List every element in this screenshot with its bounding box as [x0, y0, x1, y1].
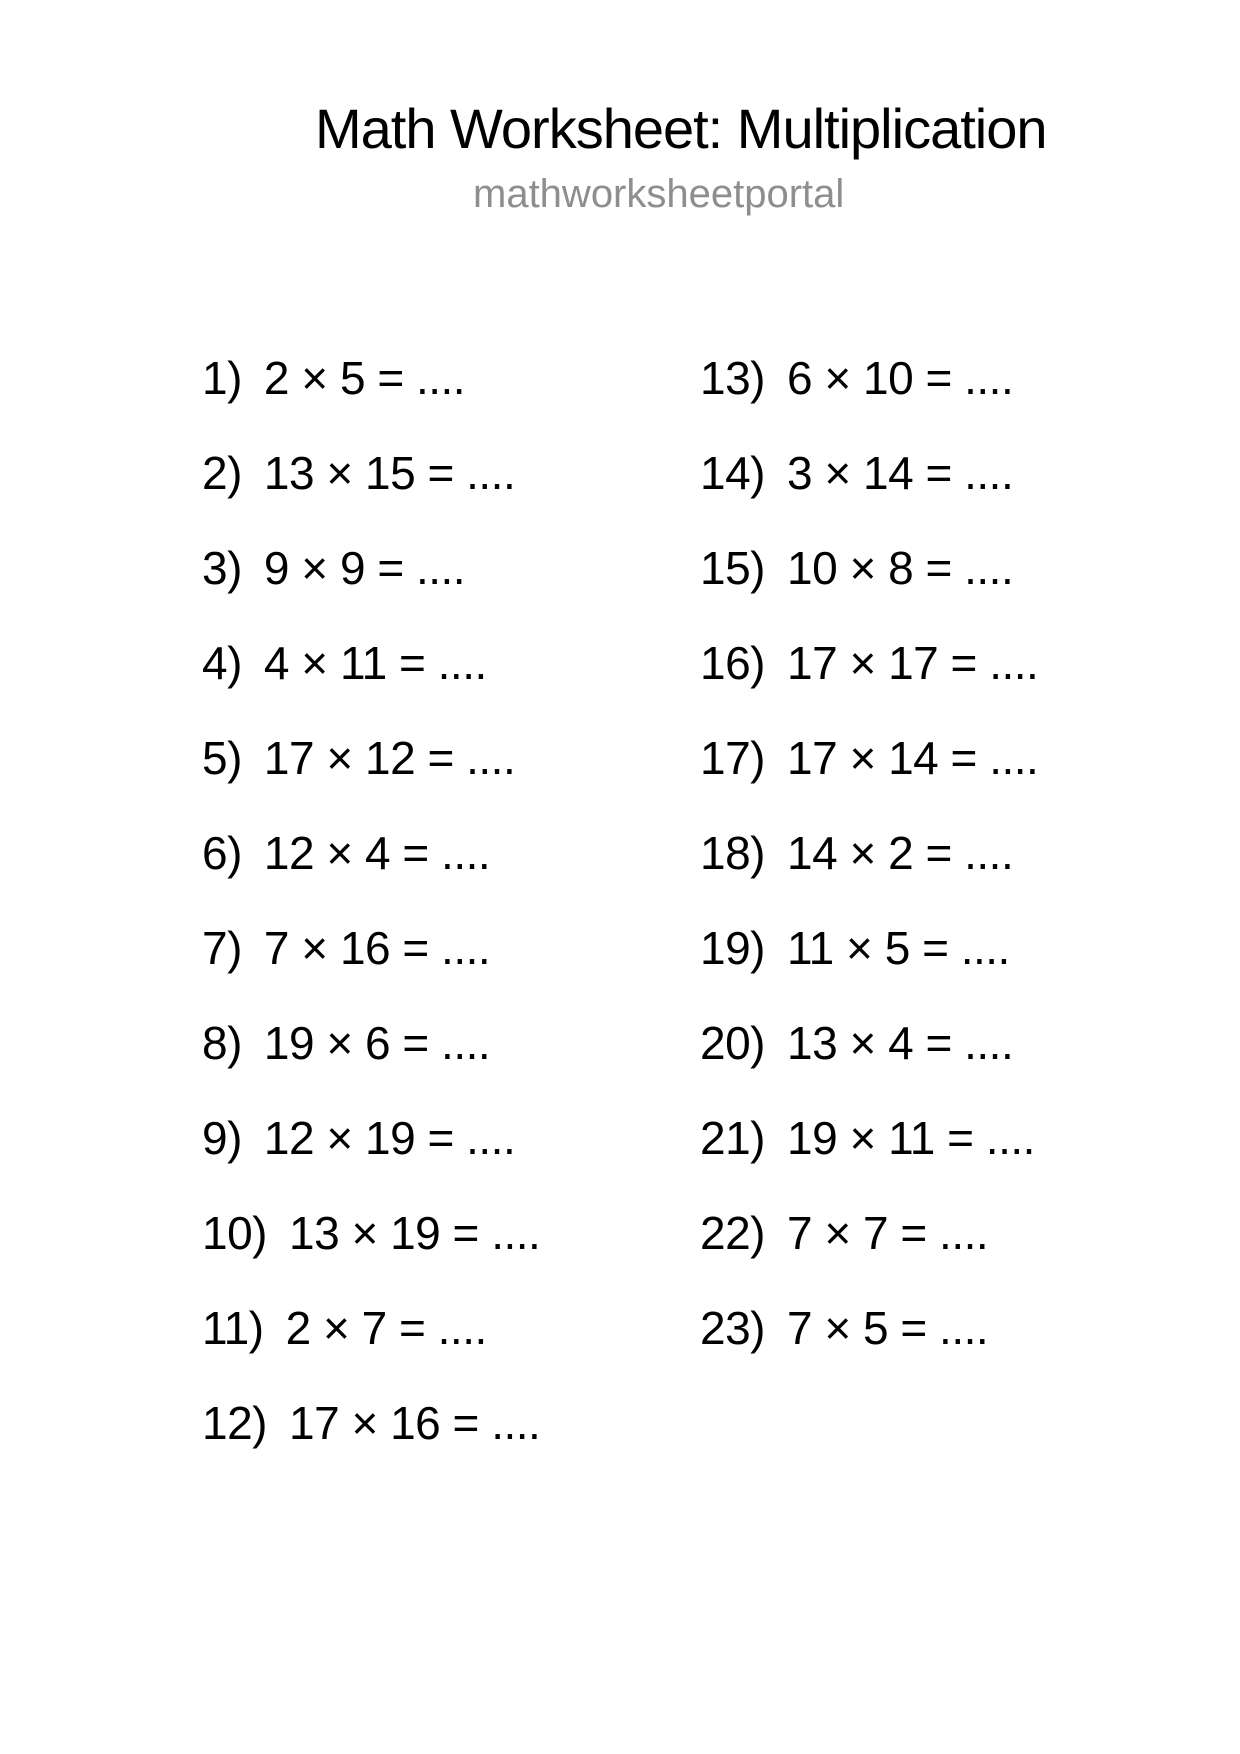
problem-row	[700, 1280, 1038, 1375]
operand-a: 12	[263, 826, 315, 879]
problem-row	[700, 1090, 1038, 1185]
answer-blank: ....	[441, 921, 491, 974]
problem-expression	[787, 826, 1013, 880]
problem-expression	[787, 1016, 1013, 1070]
operand-b: 5	[863, 1301, 889, 1354]
problem-row	[202, 520, 540, 615]
problem-row	[202, 615, 540, 710]
equals-sign: =	[947, 1111, 974, 1164]
operand-b: 6	[365, 1016, 391, 1069]
problem-row	[700, 995, 1038, 1090]
operand-a: 7	[263, 921, 289, 974]
operand-a: 9	[263, 541, 289, 594]
multiplication-sign: ×	[824, 446, 851, 499]
problem-expression	[264, 921, 490, 975]
operand-a: 17	[263, 731, 315, 784]
operand-b: 4	[365, 826, 391, 879]
problem-row	[700, 330, 1038, 425]
multiplication-sign: ×	[824, 1206, 851, 1259]
operand-a: 10	[786, 541, 838, 594]
problem-row	[700, 615, 1038, 710]
problem-row	[700, 710, 1038, 805]
problem-expression	[264, 446, 515, 500]
answer-blank: ....	[964, 826, 1014, 879]
answer-blank: ....	[441, 1016, 491, 1069]
equals-sign: =	[427, 731, 454, 784]
problem-expression	[264, 541, 465, 595]
answer-blank: ....	[960, 921, 1010, 974]
equals-sign: =	[402, 1016, 429, 1069]
answer-blank: ....	[441, 826, 491, 879]
equals-sign: =	[377, 351, 404, 404]
problem-number: 17)	[700, 731, 765, 784]
equals-sign: =	[900, 1301, 927, 1354]
operand-b: 15	[365, 446, 416, 499]
operand-b: 7	[863, 1206, 889, 1259]
operand-a: 2	[263, 351, 289, 404]
equals-sign: =	[925, 541, 952, 594]
problem-expression	[787, 1206, 988, 1260]
answer-blank: ....	[466, 446, 516, 499]
problem-expression	[787, 921, 1010, 975]
operand-b: 11	[888, 1111, 935, 1164]
equals-sign: =	[925, 1016, 952, 1069]
operand-b: 7	[361, 1301, 387, 1354]
problem-expression	[264, 636, 487, 690]
operand-a: 11	[786, 921, 834, 974]
multiplication-sign: ×	[326, 446, 353, 499]
operand-a: 3	[786, 446, 813, 499]
problem-number: 4)	[202, 636, 242, 689]
problem-number: 8)	[202, 1016, 242, 1069]
page-title: Math Worksheet: Multiplication	[315, 97, 1047, 160]
equals-sign: =	[922, 921, 949, 974]
problem-row	[202, 805, 540, 900]
multiplication-sign: ×	[301, 636, 328, 689]
multiplication-sign: ×	[326, 1016, 353, 1069]
equals-sign: =	[402, 921, 429, 974]
problem-row	[700, 425, 1038, 520]
problem-row	[202, 995, 540, 1090]
equals-sign: =	[452, 1206, 479, 1259]
problem-row	[202, 1375, 540, 1470]
problem-row	[700, 900, 1038, 995]
problem-row	[202, 1185, 540, 1280]
page-subtitle: mathworksheetportal	[473, 172, 845, 216]
multiplication-sign: ×	[846, 921, 873, 974]
multiplication-sign: ×	[326, 731, 353, 784]
problem-expression	[787, 351, 1013, 405]
operand-a: 12	[263, 1111, 315, 1164]
problem-number: 19)	[700, 921, 765, 974]
multiplication-sign: ×	[849, 636, 876, 689]
answer-blank: ....	[491, 1206, 541, 1259]
problem-expression	[787, 1301, 988, 1355]
equals-sign: =	[452, 1396, 479, 1449]
equals-sign: =	[925, 446, 952, 499]
problem-row	[700, 1185, 1038, 1280]
problem-number: 20)	[700, 1016, 765, 1069]
operand-b: 5	[339, 351, 366, 404]
answer-blank: ....	[466, 1111, 516, 1164]
multiplication-sign: ×	[326, 826, 353, 879]
problem-number: 11)	[202, 1301, 264, 1354]
problem-number: 1)	[202, 351, 242, 404]
operand-b: 14	[888, 731, 939, 784]
operand-a: 19	[263, 1016, 315, 1069]
equals-sign: =	[925, 826, 952, 879]
answer-blank: ....	[415, 351, 466, 404]
problem-row	[202, 1090, 540, 1185]
equals-sign: =	[950, 731, 977, 784]
problem-number: 15)	[700, 541, 765, 594]
problem-row	[700, 805, 1038, 900]
problem-number: 18)	[700, 826, 765, 879]
answer-blank: ....	[437, 1301, 487, 1354]
multiplication-sign: ×	[824, 351, 851, 404]
problem-number: 22)	[700, 1206, 765, 1259]
multiplication-sign: ×	[849, 731, 876, 784]
operand-a: 4	[263, 636, 289, 689]
operand-a: 6	[786, 351, 813, 404]
problem-expression	[787, 636, 1038, 690]
operand-b: 4	[888, 1016, 914, 1069]
operand-a: 7	[786, 1301, 813, 1354]
answer-blank: ....	[964, 1016, 1014, 1069]
answer-blank: ....	[491, 1396, 541, 1449]
equals-sign: =	[427, 446, 454, 499]
answer-blank: ....	[466, 731, 516, 784]
problem-number: 16)	[700, 636, 765, 689]
answer-blank: ....	[985, 1111, 1035, 1164]
operand-b: 5	[884, 921, 910, 974]
multiplication-sign: ×	[351, 1206, 378, 1259]
problems-column-right	[700, 330, 1038, 1375]
problem-expression	[289, 1396, 540, 1450]
operand-b: 19	[390, 1206, 441, 1259]
operand-b: 16	[339, 921, 391, 974]
problem-number: 3)	[202, 541, 242, 594]
operand-a: 13	[288, 1206, 340, 1259]
problem-expression	[264, 1016, 490, 1070]
equals-sign: =	[398, 1301, 426, 1354]
problem-row	[202, 330, 540, 425]
problem-expression	[289, 1206, 540, 1260]
answer-blank: ....	[964, 351, 1014, 404]
operand-a: 17	[786, 636, 838, 689]
problem-row	[202, 1280, 540, 1375]
problem-row	[700, 520, 1038, 615]
operand-a: 7	[786, 1206, 813, 1259]
answer-blank: ....	[939, 1206, 989, 1259]
answer-blank: ....	[989, 636, 1039, 689]
problem-expression	[264, 1111, 515, 1165]
multiplication-sign: ×	[849, 826, 876, 879]
problem-expression	[787, 541, 1013, 595]
answer-blank: ....	[939, 1301, 989, 1354]
operand-a: 14	[786, 826, 838, 879]
answer-blank: ....	[437, 636, 487, 689]
answer-blank: ....	[964, 541, 1014, 594]
problem-expression	[264, 351, 465, 405]
problem-number: 23)	[700, 1301, 765, 1354]
multiplication-sign: ×	[322, 1301, 350, 1354]
operand-b: 12	[365, 731, 416, 784]
answer-blank: ....	[964, 446, 1014, 499]
operand-b: 8	[888, 541, 914, 594]
operand-a: 2	[285, 1301, 311, 1354]
problem-expression	[286, 1301, 487, 1355]
operand-b: 9	[339, 541, 366, 594]
operand-a: 13	[263, 446, 315, 499]
problem-number: 12)	[202, 1396, 267, 1449]
problem-number: 7)	[202, 921, 242, 974]
operand-b: 10	[863, 351, 914, 404]
problem-number: 5)	[202, 731, 242, 784]
problem-row	[202, 900, 540, 995]
equals-sign: =	[377, 541, 404, 594]
operand-a: 13	[786, 1016, 838, 1069]
operand-a: 19	[786, 1111, 838, 1164]
multiplication-sign: ×	[849, 1111, 876, 1164]
equals-sign: =	[427, 1111, 454, 1164]
problem-number: 2)	[202, 446, 242, 499]
problem-expression	[264, 826, 490, 880]
problem-expression	[787, 731, 1038, 785]
problem-number: 21)	[700, 1111, 765, 1164]
answer-blank: ....	[989, 731, 1039, 784]
operand-b: 14	[863, 446, 914, 499]
problem-number: 9)	[202, 1111, 242, 1164]
multiplication-sign: ×	[301, 541, 328, 594]
operand-a: 17	[288, 1396, 340, 1449]
answer-blank: ....	[415, 541, 466, 594]
problem-number: 13)	[700, 351, 765, 404]
operand-b: 11	[339, 636, 387, 689]
operand-b: 19	[365, 1111, 416, 1164]
multiplication-sign: ×	[301, 351, 328, 404]
problem-expression	[264, 731, 515, 785]
multiplication-sign: ×	[326, 1111, 353, 1164]
problem-number: 6)	[202, 826, 242, 879]
multiplication-sign: ×	[849, 541, 876, 594]
problem-expression	[787, 1111, 1035, 1165]
problem-number: 10)	[202, 1206, 267, 1259]
problem-row	[202, 425, 540, 520]
equals-sign: =	[398, 636, 426, 689]
problem-expression	[787, 446, 1013, 500]
multiplication-sign: ×	[301, 921, 328, 974]
operand-b: 16	[390, 1396, 441, 1449]
operand-b: 17	[888, 636, 939, 689]
operand-a: 17	[786, 731, 838, 784]
equals-sign: =	[925, 351, 952, 404]
problem-number: 14)	[700, 446, 765, 499]
multiplication-sign: ×	[824, 1301, 851, 1354]
equals-sign: =	[402, 826, 429, 879]
operand-b: 2	[888, 826, 914, 879]
equals-sign: =	[950, 636, 977, 689]
equals-sign: =	[900, 1206, 927, 1259]
multiplication-sign: ×	[849, 1016, 876, 1069]
problems-column-left	[202, 330, 540, 1470]
multiplication-sign: ×	[351, 1396, 378, 1449]
problem-row	[202, 710, 540, 805]
